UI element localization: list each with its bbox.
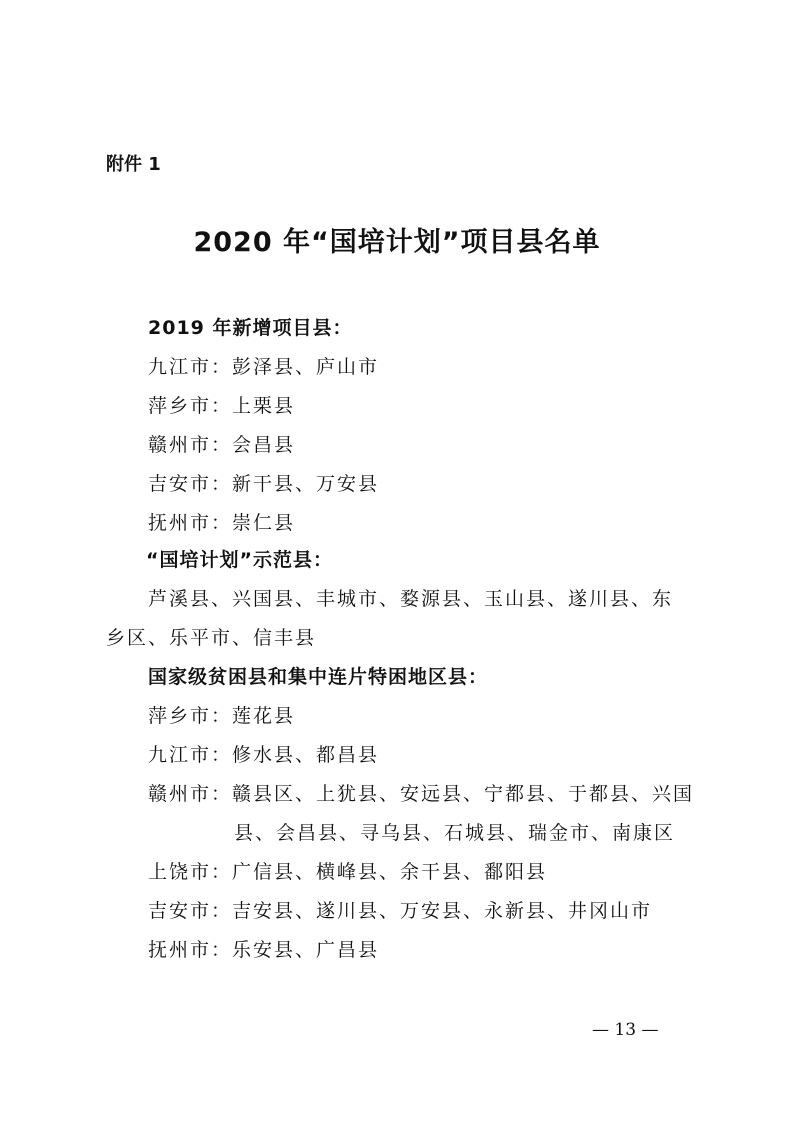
list-item: 上饶市：广信县、横峰县、余干县、鄱阳县 (148, 861, 548, 883)
list-item: 九江市：彭泽县、庐山市 (148, 356, 380, 378)
list-item: 九江市：修水县、都昌县 (148, 744, 380, 766)
list-item: 赣州市：会昌县 (148, 434, 296, 456)
section-heading-new-2019: 2019 年新增项目县： (148, 317, 353, 339)
list-item-continuation: 县、会昌县、寻乌县、石城县、瑞金市、南康区 (234, 822, 676, 844)
attachment-label: 附件 1 (106, 154, 161, 175)
list-item: 萍乡市：上栗县 (148, 395, 296, 417)
list-item: 抚州市：崇仁县 (148, 512, 296, 534)
document-title: 2020 年“国培计划”项目县名单 (193, 227, 601, 258)
list-item: 吉安市：新干县、万安县 (148, 473, 380, 495)
section-heading-demo-counties: “国培计划”示范县： (146, 549, 333, 571)
list-item: 吉安市：吉安县、遂川县、万安县、永新县、井冈山市 (148, 900, 653, 922)
list-item: 芦溪县、兴国县、丰城市、婺源县、玉山县、遂川县、东 (148, 588, 674, 610)
list-item: 赣州市：赣县区、上犹县、安远县、宁都县、于都县、兴国 (148, 783, 695, 805)
list-item: 抚州市：乐安县、广昌县 (148, 939, 380, 961)
section-heading-poverty-counties: 国家级贫困县和集中连片特困地区县： (148, 666, 489, 688)
list-item-continuation: 乡区、乐平市、信丰县 (106, 627, 317, 649)
page-number: — 13 — (592, 1020, 659, 1040)
list-item: 萍乡市：莲花县 (148, 705, 296, 727)
